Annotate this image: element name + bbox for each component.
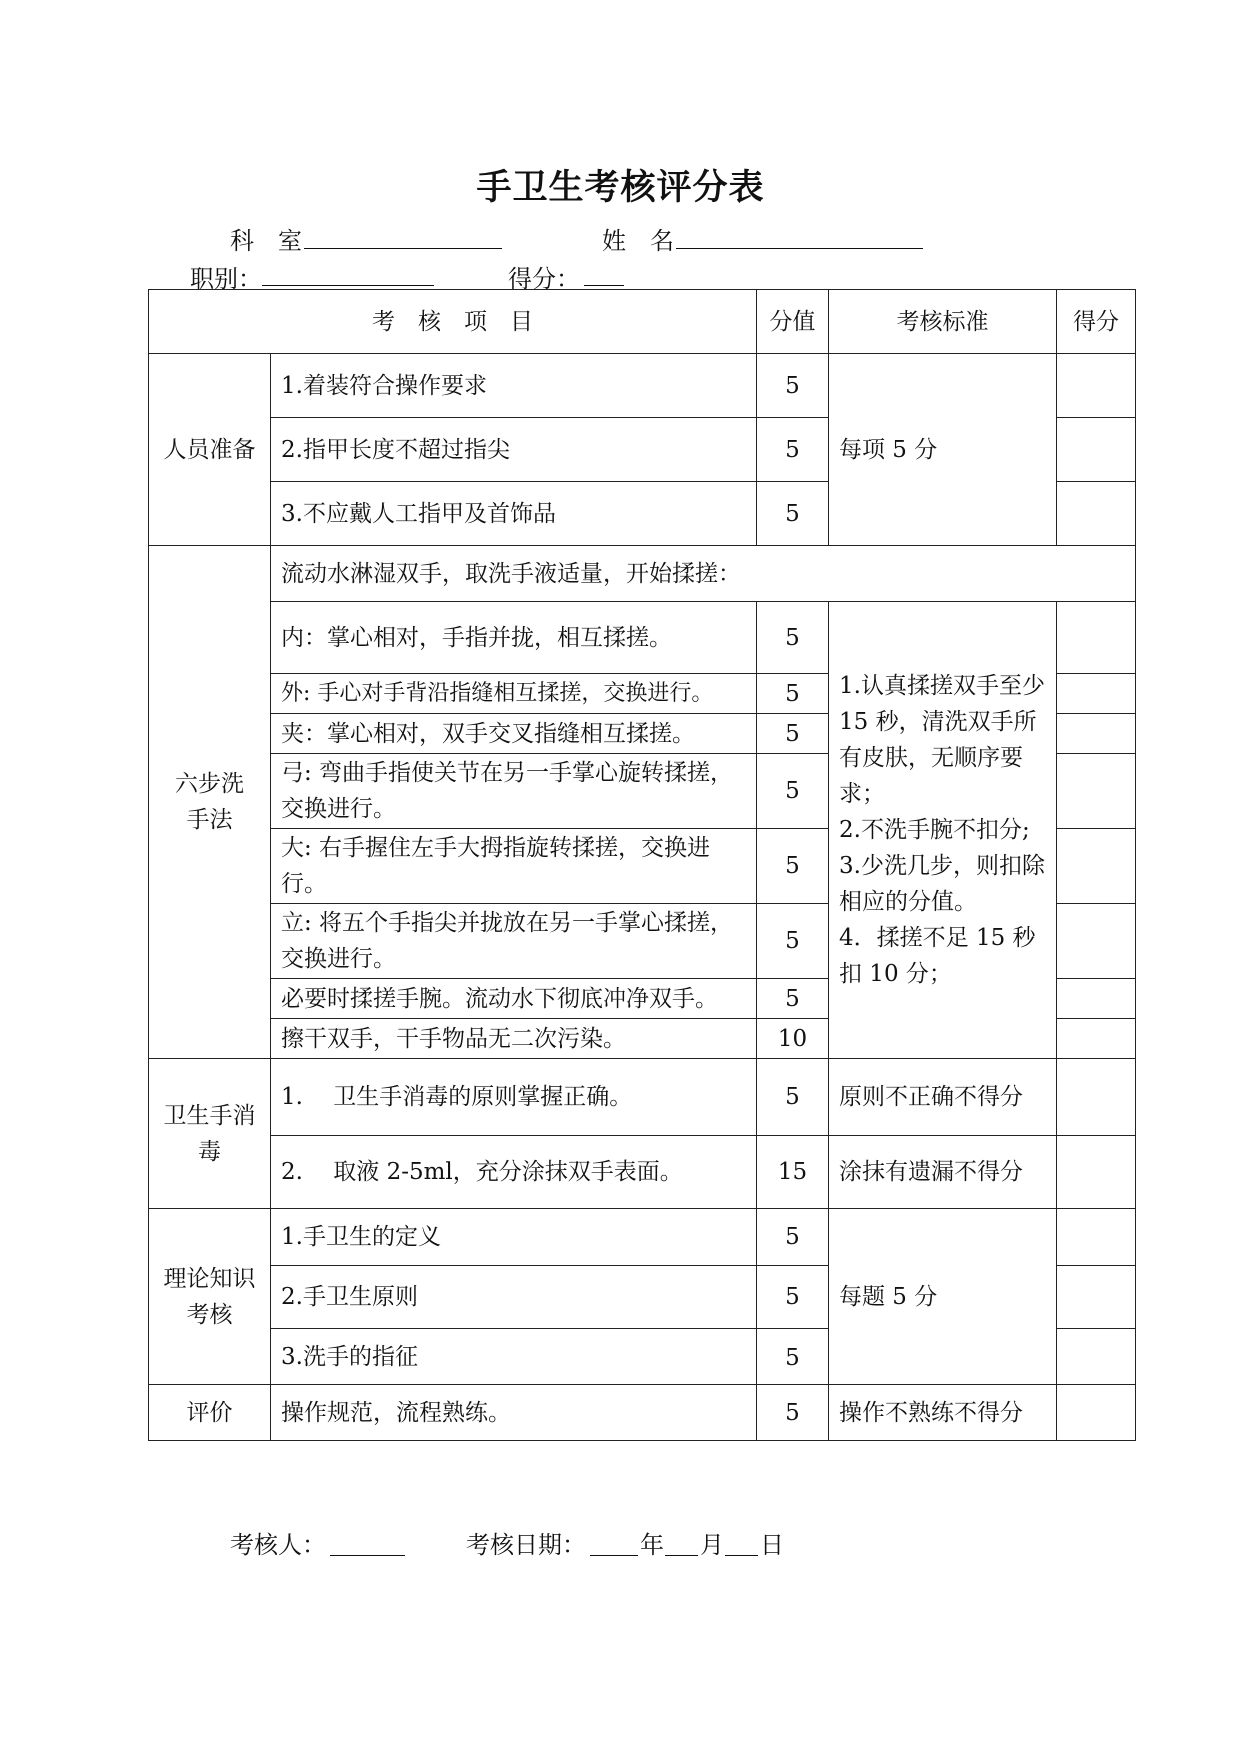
table-row xyxy=(149,1209,1136,1266)
item-text: 2.手卫生原则 xyxy=(271,1266,757,1329)
header-item: 考 核 项 目 xyxy=(149,290,757,354)
item-text: 3.洗手的指征 xyxy=(271,1329,757,1385)
score-cell[interactable] xyxy=(1057,1019,1136,1059)
examiner-field[interactable] xyxy=(330,1555,405,1556)
total-score-field[interactable] xyxy=(584,285,624,286)
score-cell[interactable] xyxy=(1057,674,1136,714)
standard-staff-prep: 每项 5 分 xyxy=(829,354,1057,546)
item-points: 5 xyxy=(757,1209,829,1266)
item-points: 5 xyxy=(757,354,829,418)
score-cell[interactable] xyxy=(1057,1266,1136,1329)
score-cell[interactable] xyxy=(1057,904,1136,979)
item-text: 2.指甲长度不超过指尖 xyxy=(271,418,757,482)
score-cell[interactable] xyxy=(1057,829,1136,904)
item-text: 1.着装符合操作要求 xyxy=(271,354,757,418)
score-cell[interactable] xyxy=(1057,1059,1136,1136)
standard-line: 1.认真揉搓双手至少 15 秒，清洗双手所有皮肤，无顺序要求； xyxy=(839,673,1045,807)
table-row xyxy=(149,1059,1136,1136)
category-six-step-label: 六步洗手法 xyxy=(175,771,244,833)
assessment-table xyxy=(148,289,1136,1441)
score-cell[interactable] xyxy=(1057,754,1136,829)
item-points: 5 xyxy=(757,1266,829,1329)
table-row xyxy=(149,602,1136,674)
examiner-label: 考核人： xyxy=(230,1531,326,1559)
name-field[interactable] xyxy=(676,248,923,249)
item-points: 5 xyxy=(757,1329,829,1385)
item-points: 10 xyxy=(757,1019,829,1059)
score-cell[interactable] xyxy=(1057,1385,1136,1441)
item-text: 3.不应戴人工指甲及首饰品 xyxy=(271,482,757,546)
table-row xyxy=(149,546,1136,602)
category-theory xyxy=(149,1209,271,1385)
item-points: 5 xyxy=(757,1385,829,1441)
date-day-field[interactable] xyxy=(725,1555,758,1556)
item-points: 5 xyxy=(757,602,829,674)
standard-six-step xyxy=(829,602,1057,1059)
six-step-intro: 流动水淋湿双手，取洗手液适量，开始揉搓： xyxy=(271,546,1136,602)
standard-theory: 每题 5 分 xyxy=(829,1209,1057,1385)
score-cell[interactable] xyxy=(1057,482,1136,546)
item-text: 操作规范，流程熟练。 xyxy=(271,1385,757,1441)
day-label: 日 xyxy=(760,1531,784,1559)
category-hand-disinfection xyxy=(149,1059,271,1209)
score-label: 得分： xyxy=(508,265,580,293)
month-label: 月 xyxy=(700,1531,724,1559)
table-row xyxy=(149,354,1136,418)
item-standard: 操作不熟练不得分 xyxy=(829,1385,1057,1441)
item-points: 5 xyxy=(757,754,829,829)
date-year-field[interactable] xyxy=(590,1555,638,1556)
name-label: 姓 名 xyxy=(602,227,674,255)
item-text: 夹：掌心相对，双手交叉指缝相互揉搓。 xyxy=(271,714,757,754)
date-label: 考核日期： xyxy=(466,1531,586,1559)
category-evaluation: 评价 xyxy=(149,1385,271,1441)
item-text: 大: 右手握住左手大拇指旋转揉搓，交换进行。 xyxy=(271,829,757,904)
dept-field[interactable] xyxy=(304,248,502,249)
date-month-field[interactable] xyxy=(665,1555,698,1556)
score-cell[interactable] xyxy=(1057,418,1136,482)
item-text: 外: 手心对手背沿指缝相互揉搓，交换进行。 xyxy=(271,674,757,714)
item-points: 5 xyxy=(757,674,829,714)
category-six-step xyxy=(149,546,271,1059)
item-text: 2. 取液 2-5ml，充分涂抹双手表面。 xyxy=(271,1136,757,1209)
score-cell[interactable] xyxy=(1057,1136,1136,1209)
item-text: 擦干双手，干手物品无二次污染。 xyxy=(271,1019,757,1059)
form-title: 手卫生考核评分表 xyxy=(476,167,765,208)
item-text: 1. 卫生手消毒的原则掌握正确。 xyxy=(271,1059,757,1136)
score-cell[interactable] xyxy=(1057,1329,1136,1385)
table-row xyxy=(149,1385,1136,1441)
header-standard: 考核标准 xyxy=(829,290,1057,354)
standard-line: 4．揉搓不足 15 秒扣 10 分； xyxy=(839,925,1036,987)
score-cell[interactable] xyxy=(1057,602,1136,674)
dept-label: 科 室 xyxy=(230,227,302,255)
item-text: 必要时揉搓手腕。流动水下彻底冲净双手。 xyxy=(271,979,757,1019)
item-points: 5 xyxy=(757,904,829,979)
item-points: 15 xyxy=(757,1136,829,1209)
category-staff-prep: 人员准备 xyxy=(149,354,271,546)
item-points: 5 xyxy=(757,482,829,546)
header-score: 得分 xyxy=(1057,290,1136,354)
item-points: 5 xyxy=(757,418,829,482)
item-points: 5 xyxy=(757,979,829,1019)
header-points: 分值 xyxy=(757,290,829,354)
score-cell[interactable] xyxy=(1057,1209,1136,1266)
table-header-row xyxy=(149,290,1136,354)
category-theory-label: 理论知识考核 xyxy=(163,1265,256,1328)
score-cell[interactable] xyxy=(1057,979,1136,1019)
rank-field[interactable] xyxy=(262,285,434,286)
item-standard: 涂抹有遗漏不得分 xyxy=(829,1136,1057,1209)
year-label: 年 xyxy=(640,1531,664,1559)
item-text: 立: 将五个手指尖并拢放在另一手掌心揉搓，交换进行。 xyxy=(271,904,757,979)
standard-line: 2.不洗手腕不扣分; xyxy=(839,817,1030,843)
category-hand-disinfection-label: 卫生手消毒 xyxy=(163,1102,256,1165)
standard-line: 3.少洗几步，则扣除相应的分值。 xyxy=(839,853,1045,915)
item-points: 5 xyxy=(757,714,829,754)
item-text: 弓: 弯曲手指使关节在另一手掌心旋转揉搓，交换进行。 xyxy=(271,754,757,829)
item-points: 5 xyxy=(757,1059,829,1136)
score-cell[interactable] xyxy=(1057,714,1136,754)
item-text: 内：掌心相对，手指并拢，相互揉搓。 xyxy=(271,602,757,674)
rank-label: 职别： xyxy=(190,265,262,293)
score-cell[interactable] xyxy=(1057,354,1136,418)
item-text: 1.手卫生的定义 xyxy=(271,1209,757,1266)
item-standard: 原则不正确不得分 xyxy=(829,1059,1057,1136)
table-row xyxy=(149,1136,1136,1209)
item-points: 5 xyxy=(757,829,829,904)
